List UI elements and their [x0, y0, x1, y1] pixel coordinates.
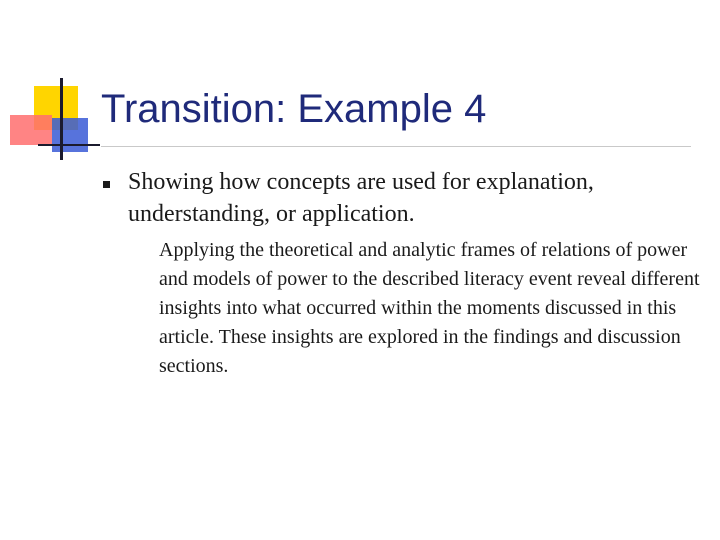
title-divider: [101, 146, 691, 147]
logo-blue-square: [52, 118, 88, 152]
logo-vertical-line: [60, 78, 63, 160]
bullet-marker-icon: [103, 181, 110, 188]
sub-bullet-text: Applying the theoretical and analytic frames of relations of power and models of power to the described literacy event reveal different insights into what occurred within the moments discussed in this article. These insights are explored in the findings and discussion sections.: [159, 239, 700, 377]
logo-horizontal-line: [38, 144, 100, 146]
decorative-logo-icon: [0, 0, 110, 170]
logo-pink-square: [10, 115, 52, 145]
slide-title: Transition: Example 4: [101, 87, 487, 131]
bullet-text: Showing how concepts are used for explanation, understanding, or application.: [128, 169, 594, 227]
